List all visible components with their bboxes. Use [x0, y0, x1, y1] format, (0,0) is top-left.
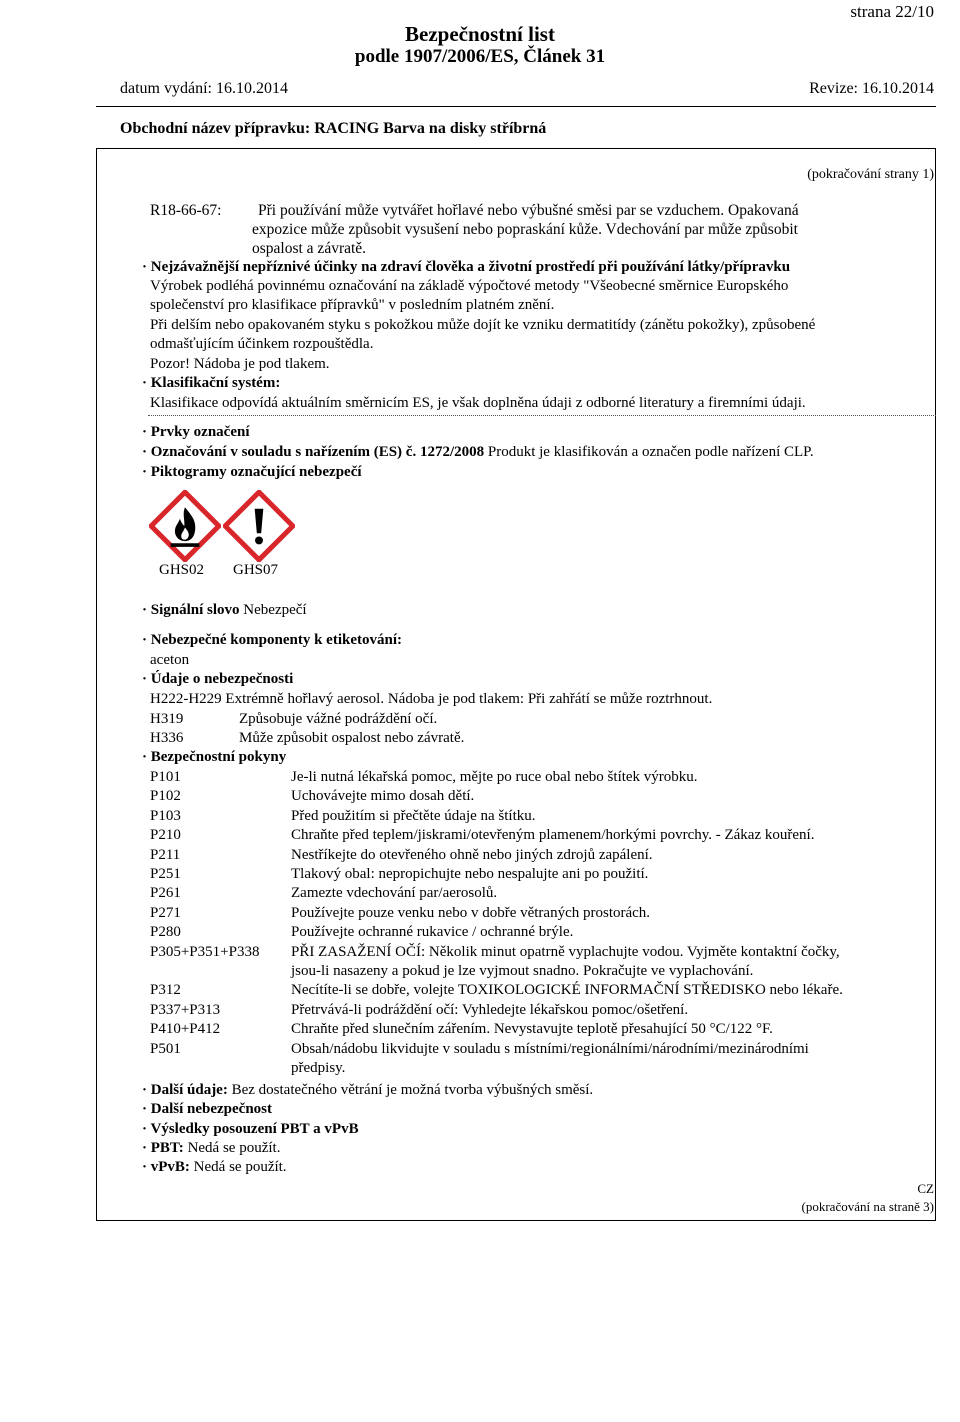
r-phrase-line: Při používání může vytvářet hořlavé nebo výbušné směsi par se vzduchem. Opakovaná: [258, 202, 799, 219]
r-phrase-code: R18-66-67:: [150, 202, 222, 219]
effects-text: Pozor! Nádoba je pod tlakem.: [150, 356, 330, 372]
precaution-code: P261: [150, 885, 181, 902]
precaution-heading: · Bezpečnostní pokyny: [142, 749, 287, 765]
precaution-text: Před použitím si přečtěte údaje na štítku.: [291, 807, 536, 824]
pbt-label: · PBT:: [142, 1140, 184, 1156]
classification-text: Klasifikace odpovídá aktuálním směrnicím ES, je však doplněna údaji z odborné literatury a firemními údaji.: [150, 395, 806, 411]
frame-top: [96, 148, 936, 149]
frame-right: [935, 148, 936, 1220]
precaution-text: Zamezte vdechování par/aerosolů.: [291, 885, 498, 902]
language-code: CZ: [917, 1181, 934, 1196]
precaution-text: Obsah/nádobu likvidujte v souladu s místními/regionálními/národními/mezinárodními: [291, 1040, 809, 1057]
classification-heading: · Klasifikační systém:: [142, 375, 281, 391]
precaution-code: P410+P412: [150, 1021, 221, 1038]
issue-date: datum vydání: 16.10.2014: [120, 80, 288, 97]
precaution-code: P251: [150, 866, 181, 882]
precaution-code: P102: [150, 788, 181, 805]
precaution-code: P101: [150, 769, 181, 785]
hazard-text: Způsobuje vážné podráždění očí.: [239, 711, 438, 727]
precaution-text: Uchovávejte mimo dosah dětí.: [291, 788, 475, 805]
signal-word-label: · Signální slovo: [142, 602, 240, 618]
r-phrase-line: expozice může způsobit vysušení nebo popraskání kůže. Vdechování par může způsobit: [252, 221, 798, 238]
precaution-code: P312: [150, 982, 181, 999]
vpvb-label: · vPvB:: [142, 1159, 190, 1175]
continuation-from: (pokračování strany 1): [807, 167, 934, 182]
precaution-code: P337+P313: [150, 1001, 221, 1018]
effects-text: společenství pro klasifikace přípravků" v posledním platném znění.: [150, 297, 555, 313]
precaution-text: Tlakový obal: nepropichujte nebo nespalujte ani po použití.: [291, 866, 649, 882]
hazard-text: Může způsobit ospalost nebo závratě.: [239, 730, 465, 746]
effects-heading: · Nejzávažnější nepříznivé účinky na zdraví člověka a životní prostředí při používání látky/přípravku: [142, 259, 791, 275]
other-hazards-heading: · Další nebezpečnost: [142, 1101, 272, 1117]
flame-pictogram-icon: [149, 490, 221, 562]
frame-left: [96, 148, 97, 1220]
precaution-text: Přetrvává-li podráždění očí: Vyhledejte lékařskou pomoc/ošetření.: [291, 1001, 689, 1018]
frame-bottom: [96, 1220, 936, 1221]
pictogram-code: GHS02: [159, 562, 205, 578]
page-number: strana 22/10: [850, 2, 934, 21]
continuation-to: (pokračování na straně 3): [801, 1199, 934, 1214]
effects-text: odmašťujícím účinkem rozpouštědla.: [150, 336, 374, 352]
pbt-assessment-heading: · Výsledky posouzení PBT a vPvB: [142, 1121, 359, 1137]
r-phrase-line: ospalost a závratě.: [252, 240, 367, 257]
effects-text: Výrobek podléhá povinnému označování na základě výpočtové metody "Všeobecné směrnice Europského: [150, 278, 789, 294]
section-separator: [148, 415, 936, 416]
precaution-text: Používejte pouze venku nebo v dobře větraných prostorách.: [291, 904, 651, 921]
precaution-code: P211: [150, 846, 181, 863]
hazard-statement: H222-H229 Extrémně hořlavý aerosol. Nádoba je pod tlakem: Při zahřátí se může roztrhnout.: [150, 691, 713, 707]
precaution-code: P103: [150, 807, 181, 824]
vpvb-value: Nedá se použít.: [189, 1159, 287, 1175]
pictogram-code: GHS07: [233, 562, 279, 578]
precaution-code: P280: [150, 924, 181, 941]
precaution-code: P305+P351+P338: [150, 943, 260, 960]
precaution-text: Používejte ochranné rukavice / ochranné brýle.: [291, 924, 574, 941]
header-divider: [96, 106, 936, 107]
pictograms-heading: · Piktogramy označující nebezpečí: [142, 464, 362, 480]
clp-text: Produkt je klasifikován a označen podle nařízení CLP.: [484, 444, 814, 460]
precaution-text: Chraňte před slunečním zářením. Nevystavujte teplotě přesahující 50 °C/122 °F.: [291, 1021, 773, 1038]
precaution-text: předpisy.: [291, 1060, 346, 1076]
precaution-code: P210: [150, 827, 181, 844]
clp-regulation: · Označování v souladu s nařízením (ES) č. 1272/2008: [142, 444, 485, 460]
document-title: Bezpečnostní list: [405, 22, 555, 46]
document-subtitle: podle 1907/2006/ES, Článek 31: [354, 46, 606, 67]
precaution-text: PŘI ZASAŽENÍ OČÍ: Několik minut opatrně vyplachujte vodou. Vyjměte kontaktní čočky,: [291, 943, 840, 960]
precaution-text: Je-li nutná lékařská pomoc, mějte po ruce obal nebo štítek výrobku.: [291, 769, 698, 785]
labelling-heading: · Prvky označení: [142, 424, 250, 440]
precaution-text: Necítíte-li se dobře, volejte TOXIKOLOGICKÉ INFORMAČNÍ STŘEDISKO nebo lékaře.: [291, 982, 843, 999]
precaution-code: P271: [150, 904, 181, 921]
component-item: aceton: [150, 652, 190, 668]
product-name: Obchodní název přípravku: RACING Barva na disky stříbrná: [120, 120, 547, 137]
other-info-label: · Další údaje:: [142, 1082, 228, 1098]
pbt-value: Nedá se použít.: [183, 1140, 281, 1156]
signal-word-value: Nebezpečí: [239, 602, 307, 618]
revision-date: Revize: 16.10.2014: [809, 80, 934, 97]
hazard-heading: · Údaje o nebezpečnosti: [142, 671, 294, 687]
other-info-text: Bez dostatečného větrání je možná tvorba výbušných směsí.: [227, 1082, 594, 1098]
precaution-text: Chraňte před teplem/jiskrami/otevřeným plamenem/horkými povrchy. - Zákaz kouření.: [291, 827, 815, 844]
precaution-text: jsou-li nasazeny a pokud je lze vyjmout snadno. Pokračujte ve vyplachování.: [291, 963, 754, 979]
precaution-code: P501: [150, 1040, 181, 1057]
precaution-text: Nestříkejte do otevřeného ohně nebo jiných zdrojů zapálení.: [291, 846, 653, 863]
components-heading: · Nebezpečné komponenty k etiketování:: [142, 632, 402, 648]
effects-text: Při delším nebo opakovaném styku s pokožkou může dojít ke vzniku dermatitídy (zánětu pokožky), způsobené: [150, 317, 816, 333]
hazard-code: H336: [150, 730, 184, 746]
exclamation-pictogram-icon: [223, 490, 295, 562]
hazard-code: H319: [150, 711, 184, 727]
